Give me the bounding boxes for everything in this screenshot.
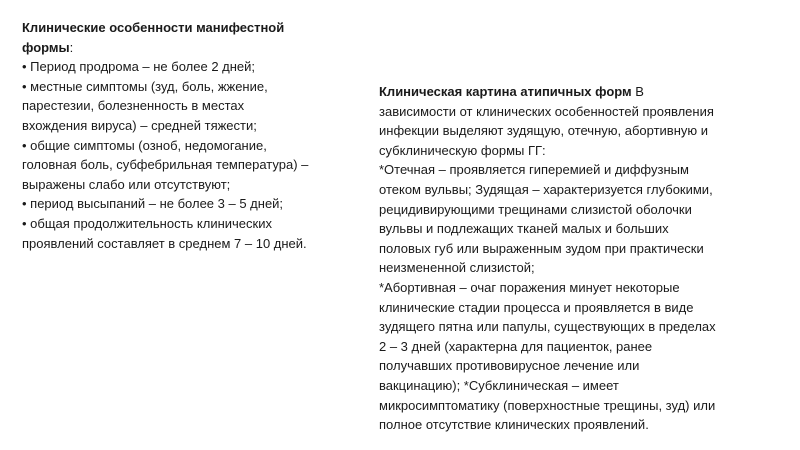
regular-text: выражены слабо или отсутствуют; bbox=[22, 176, 231, 192]
bold-text: формы bbox=[22, 39, 70, 55]
regular-text: клинические стадии процесса и проявляется в виде bbox=[379, 299, 694, 315]
text-line bbox=[22, 57, 362, 77]
text-line bbox=[379, 121, 774, 141]
text-line bbox=[379, 200, 774, 220]
text-line bbox=[379, 141, 774, 161]
regular-text: вульвы и подлежащих тканей малых и больших bbox=[379, 221, 669, 237]
regular-text: • общие симптомы (озноб, недомогание, bbox=[22, 137, 267, 153]
regular-text: вхождения вируса) – средней тяжести; bbox=[22, 117, 257, 133]
text-line bbox=[379, 180, 774, 200]
text-line bbox=[379, 298, 774, 318]
text-line bbox=[379, 160, 774, 180]
text-line bbox=[379, 258, 774, 278]
text-line bbox=[379, 82, 774, 102]
regular-text: половых губ или выраженным зудом при практически bbox=[379, 240, 704, 256]
regular-text: микросимптоматику (поверхностные трещины, зуд) или bbox=[379, 397, 716, 413]
bold-text: Клинические особенности манифестной bbox=[22, 20, 285, 35]
text-line bbox=[379, 356, 774, 376]
text-line bbox=[379, 317, 774, 337]
regular-text: • Период продрома – не более 2 дней; bbox=[22, 59, 256, 75]
regular-text: : bbox=[69, 39, 74, 55]
text-line bbox=[22, 38, 362, 58]
text-line bbox=[379, 219, 774, 239]
text-line bbox=[22, 175, 362, 195]
regular-text: головная боль, субфебрильная температура) – bbox=[22, 157, 309, 173]
text-line bbox=[22, 234, 362, 254]
text-line bbox=[22, 96, 362, 116]
regular-text: полное отсутствие клинических проявлений. bbox=[379, 417, 649, 433]
text-line bbox=[379, 278, 774, 298]
bold-text: Клиническая картина атипичных форм bbox=[379, 84, 632, 99]
text-line bbox=[22, 77, 362, 97]
text-line bbox=[22, 194, 362, 214]
regular-text: 2 – 3 дней (характерна для пациенток, ранее bbox=[379, 338, 653, 354]
regular-text: проявлений составляет в среднем 7 – 10 дней. bbox=[22, 235, 307, 251]
regular-text: *Отечная – проявляется гиперемией и диффузным bbox=[379, 162, 689, 178]
text-line bbox=[379, 415, 774, 435]
regular-text: вакцинацию); *Субклиническая – имеет bbox=[379, 377, 619, 393]
regular-text: зудящего пятна или папулы, существующих в пределах bbox=[379, 319, 716, 335]
regular-text: В bbox=[631, 84, 644, 99]
atypical-forms-block bbox=[379, 82, 774, 435]
regular-text: • общая продолжительность клинических bbox=[22, 215, 272, 231]
text-line bbox=[22, 155, 362, 175]
text-line bbox=[379, 396, 774, 416]
regular-text: • местные симптомы (зуд, боль, жжение, bbox=[22, 78, 268, 94]
text-line bbox=[22, 116, 362, 136]
regular-text: зависимости от клинических особенностей проявления bbox=[379, 103, 714, 119]
text-line bbox=[379, 239, 774, 259]
regular-text: рецидивирующими трещинами слизистой оболочки bbox=[379, 201, 692, 217]
regular-text: • период высыпаний – не более 3 – 5 дней; bbox=[22, 196, 284, 212]
regular-text: субклиническую формы ГГ: bbox=[379, 142, 546, 158]
text-line bbox=[22, 18, 362, 38]
regular-text: неизмененной слизистой; bbox=[379, 260, 535, 276]
text-line bbox=[22, 136, 362, 156]
text-line bbox=[22, 214, 362, 234]
regular-text: парестезии, болезненность в местах bbox=[22, 98, 245, 114]
regular-text: *Абортивная – очаг поражения минует некоторые bbox=[379, 279, 680, 295]
regular-text: отеком вульвы; Зудящая – характеризуется глубокими, bbox=[379, 181, 713, 197]
regular-text: получавших противовирусное лечение или bbox=[379, 358, 640, 374]
manifest-form-block bbox=[22, 18, 362, 253]
text-line bbox=[379, 337, 774, 357]
text-line bbox=[379, 102, 774, 122]
text-line bbox=[379, 376, 774, 396]
regular-text: инфекции выделяют зудящую, отечную, абортивную и bbox=[379, 123, 708, 139]
